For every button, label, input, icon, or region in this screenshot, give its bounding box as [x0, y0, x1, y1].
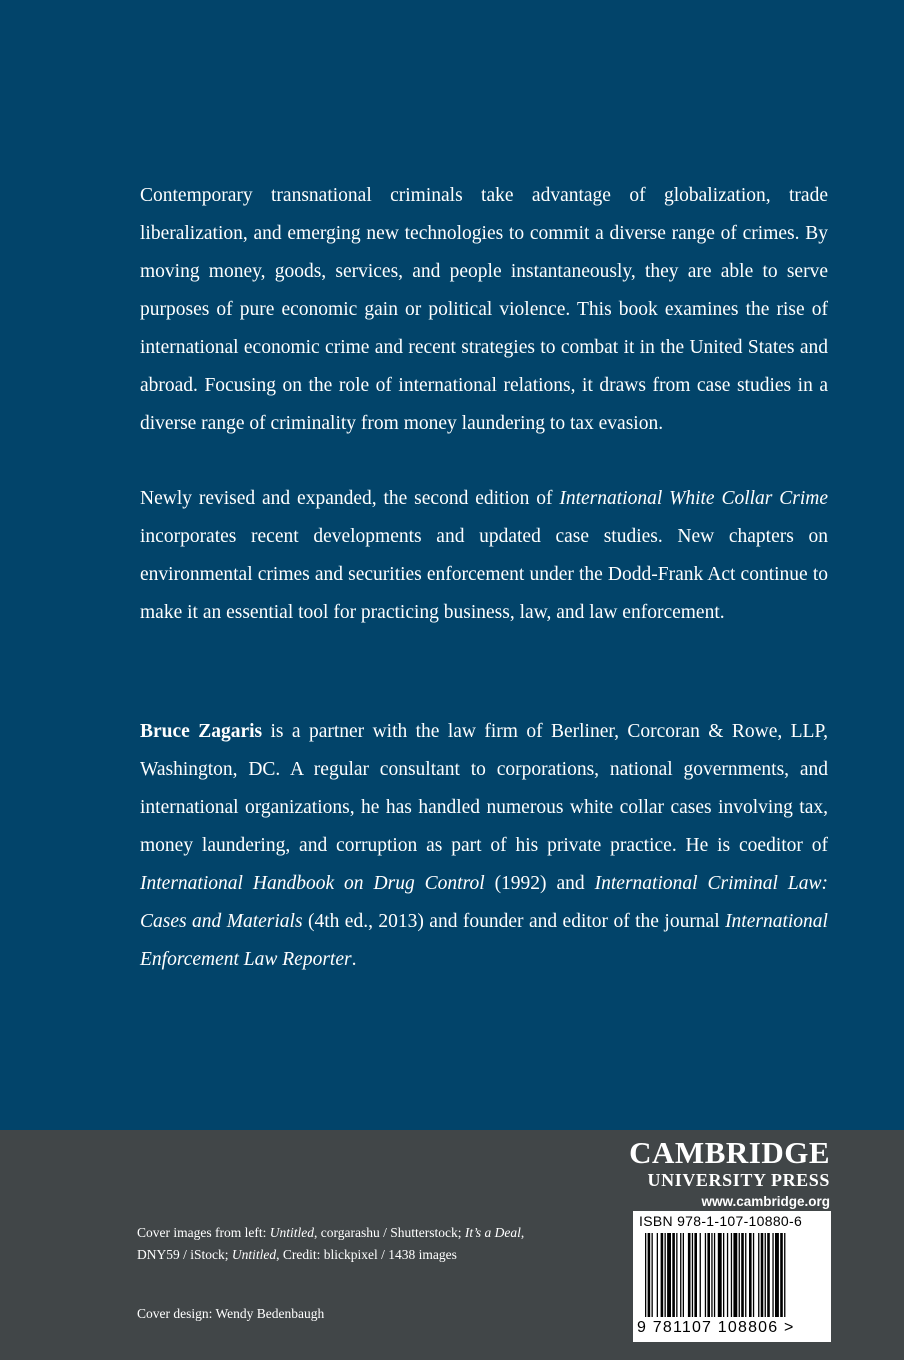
barcode-bar [749, 1233, 752, 1317]
barcode-bar [661, 1233, 664, 1317]
barcode-bar [745, 1233, 746, 1317]
isbn-label: ISBN 978-1-107-10880-6 [639, 1213, 803, 1229]
barcode-bar [700, 1233, 701, 1317]
author-bio-text-d: . [351, 949, 357, 970]
barcode-bar [723, 1233, 724, 1317]
barcode-bar [657, 1233, 658, 1317]
barcode-bar [688, 1233, 691, 1317]
publisher-logo [629, 1136, 830, 1212]
author-bio-text-a: is a partner with the law firm of Berliner, Corcoran & Rowe, LLP, Washington, DC. A regular consultant to corporations, national governments, and international organizations, he has handled numerous white collar cases involving tax, money laundering, and corruption as part of his private practice. He is coeditor of [140, 721, 828, 856]
barcode-bar [753, 1233, 754, 1317]
barcode-bar [758, 1233, 759, 1317]
barcode-bar [775, 1233, 779, 1317]
publisher-url: www.cambridge.org [701, 1194, 830, 1209]
barcode-bar [692, 1233, 693, 1317]
barcode-bar [652, 1233, 653, 1317]
barcode-bar [714, 1233, 715, 1317]
publisher-subname: UNIVERSITY PRESS [647, 1170, 830, 1190]
credits-text-d: , Credit: blickpixel / 1438 images [276, 1247, 457, 1262]
barcode-bar [741, 1233, 744, 1317]
barcode-bar [707, 1233, 710, 1317]
barcode-bar [705, 1233, 706, 1317]
barcode-bar [739, 1233, 740, 1317]
barcode-bar [648, 1233, 651, 1317]
barcode-bar [718, 1233, 722, 1317]
credits-text-a: Cover images from left: [137, 1225, 270, 1240]
author-journal: International Enforcement Law Reporter [140, 911, 828, 970]
barcode-bar [780, 1233, 783, 1317]
credit-image-1: Untitled [269, 1225, 314, 1240]
cover-design-credit: Cover design: Wendy Bedenbaugh [137, 1306, 325, 1321]
barcode-bar [680, 1233, 681, 1317]
barcode-bar [672, 1233, 675, 1317]
barcode-bar [765, 1233, 766, 1317]
barcode-bar [727, 1233, 728, 1317]
barcode-bar [772, 1233, 773, 1317]
barcode-bar [676, 1233, 677, 1317]
blurb-p2-text-a: Newly revised and expanded, the second edition of [140, 488, 560, 509]
credit-image-3: Untitled [231, 1247, 277, 1262]
blurb-paragraph-1: Contemporary transnational criminals take advantage of globalization, trade liberalization, and emerging new technologies to commit a diverse range of crimes. By moving money, goods, services, and people instantaneously, they are able to serve purposes of pure economic gain or political violence. This book examines the rise of international economic crime and recent strategies to combat it in the United States and abroad. Focusing on the role of international relations, it draws from case studies in a diverse range of criminality from money laundering to tax evasion. [140, 185, 828, 434]
barcode-bar [711, 1233, 712, 1317]
blurb-p2-text-b: incorporates recent developments and updated case studies. New chapters on environmental crimes and securities enforcement under the Dodd-Frank Act continue to make it an essential tool for practicing business, law, and law enforcement. [140, 526, 828, 623]
credits-text-c: , DNY59 / iStock; [137, 1225, 525, 1262]
publisher-name: CAMBRIDGE [629, 1135, 830, 1170]
barcode-bar [731, 1233, 732, 1317]
author-bio [140, 713, 828, 979]
credits-text-b: , corgarashu / Shutterstock; [313, 1225, 465, 1240]
barcode-bar [665, 1233, 666, 1317]
barcode-bar [784, 1233, 785, 1317]
isbn-barcode [633, 1211, 831, 1342]
barcode-bar [761, 1233, 764, 1317]
author-book-2: International Criminal Law: Cases and Materials [140, 873, 828, 932]
author-bio-text-c: (4th ed., 2013) and founder and editor of the journal [302, 911, 726, 932]
cover-image-credits [137, 1222, 537, 1266]
author-name: Bruce Zagaris [140, 721, 263, 742]
author-bio-text-b: (1992) and [484, 873, 595, 894]
barcode-bar [667, 1233, 671, 1317]
barcode-digits: 9 781107 108806 > [637, 1319, 795, 1336]
author-book-1: International Handbook on Drug Control [140, 873, 485, 894]
book-title: International White Collar Crime [559, 488, 828, 509]
barcode-bars [637, 1233, 827, 1319]
barcode-bar [767, 1233, 770, 1317]
barcode-bar [694, 1233, 697, 1317]
barcode-bar [683, 1233, 684, 1317]
barcode-bar [645, 1233, 646, 1317]
credit-image-2: It’s a Deal [464, 1225, 521, 1240]
barcode-bar [733, 1233, 737, 1317]
blurb-paragraph-2 [140, 480, 828, 632]
